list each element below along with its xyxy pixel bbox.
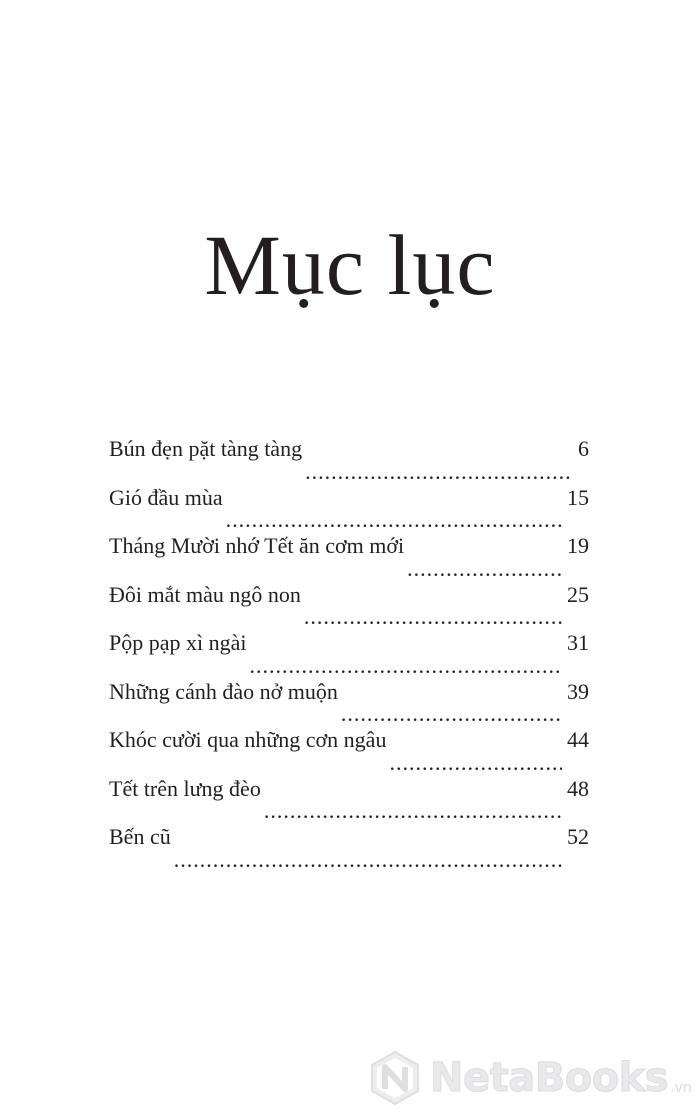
toc-dot-leader — [407, 558, 562, 578]
table-of-contents — [109, 438, 589, 875]
toc-entry-page: 6 — [578, 436, 589, 461]
toc-entry-page: 48 — [567, 775, 589, 801]
toc-dot-leader — [305, 461, 573, 481]
toc-dot-leader — [250, 655, 563, 675]
toc-entry — [109, 484, 589, 536]
watermark-suffix: .vn — [670, 1080, 692, 1096]
toc-entry-title: Đôi mắt màu ngô non — [109, 581, 301, 607]
toc-entry-page: 44 — [567, 727, 589, 752]
netabooks-logo-icon — [366, 1049, 424, 1107]
toc-entry — [109, 729, 589, 778]
toc-dot-leader — [389, 752, 562, 772]
toc-entry-title: Pộp pạp xì ngài — [109, 630, 247, 655]
toc-dot-leader — [174, 849, 562, 869]
toc-entry — [109, 438, 589, 487]
toc-entry-page: 31 — [567, 630, 589, 655]
toc-entry-page: 39 — [567, 678, 589, 704]
toc-entry-page: 19 — [567, 533, 589, 558]
toc-dot-leader — [226, 509, 562, 529]
toc-dot-leader — [264, 800, 562, 820]
toc-dot-leader — [341, 703, 562, 723]
watermark-brand: NetaBooks — [430, 1055, 669, 1101]
toc-entry-title: Tháng Mười nhớ Tết ăn cơm mới — [109, 533, 405, 558]
toc-entry — [109, 775, 589, 827]
toc-entry-title: Bến cũ — [109, 824, 171, 849]
toc-entry-title: Những cánh đào nở muộn — [109, 678, 338, 704]
toc-entry — [109, 678, 589, 730]
toc-entry-page: 25 — [567, 581, 589, 607]
toc-entry — [109, 535, 589, 584]
toc-dot-leader — [304, 606, 562, 626]
netabooks-watermark — [366, 1046, 696, 1110]
toc-entry-page: 15 — [567, 484, 589, 510]
toc-entry-title: Gió đầu mùa — [109, 484, 223, 510]
toc-entry-title: Bún đẹn pặt tàng tàng — [109, 436, 303, 461]
toc-entry-title: Tết trên lưng đèo — [109, 775, 261, 801]
toc-entry — [109, 581, 589, 633]
toc-entry-title: Khóc cười qua những cơn ngâu — [109, 727, 387, 752]
toc-entry-page: 52 — [567, 824, 589, 849]
page-title: Mục lục — [204, 217, 496, 313]
toc-entry — [109, 826, 589, 875]
toc-entry — [109, 632, 589, 681]
